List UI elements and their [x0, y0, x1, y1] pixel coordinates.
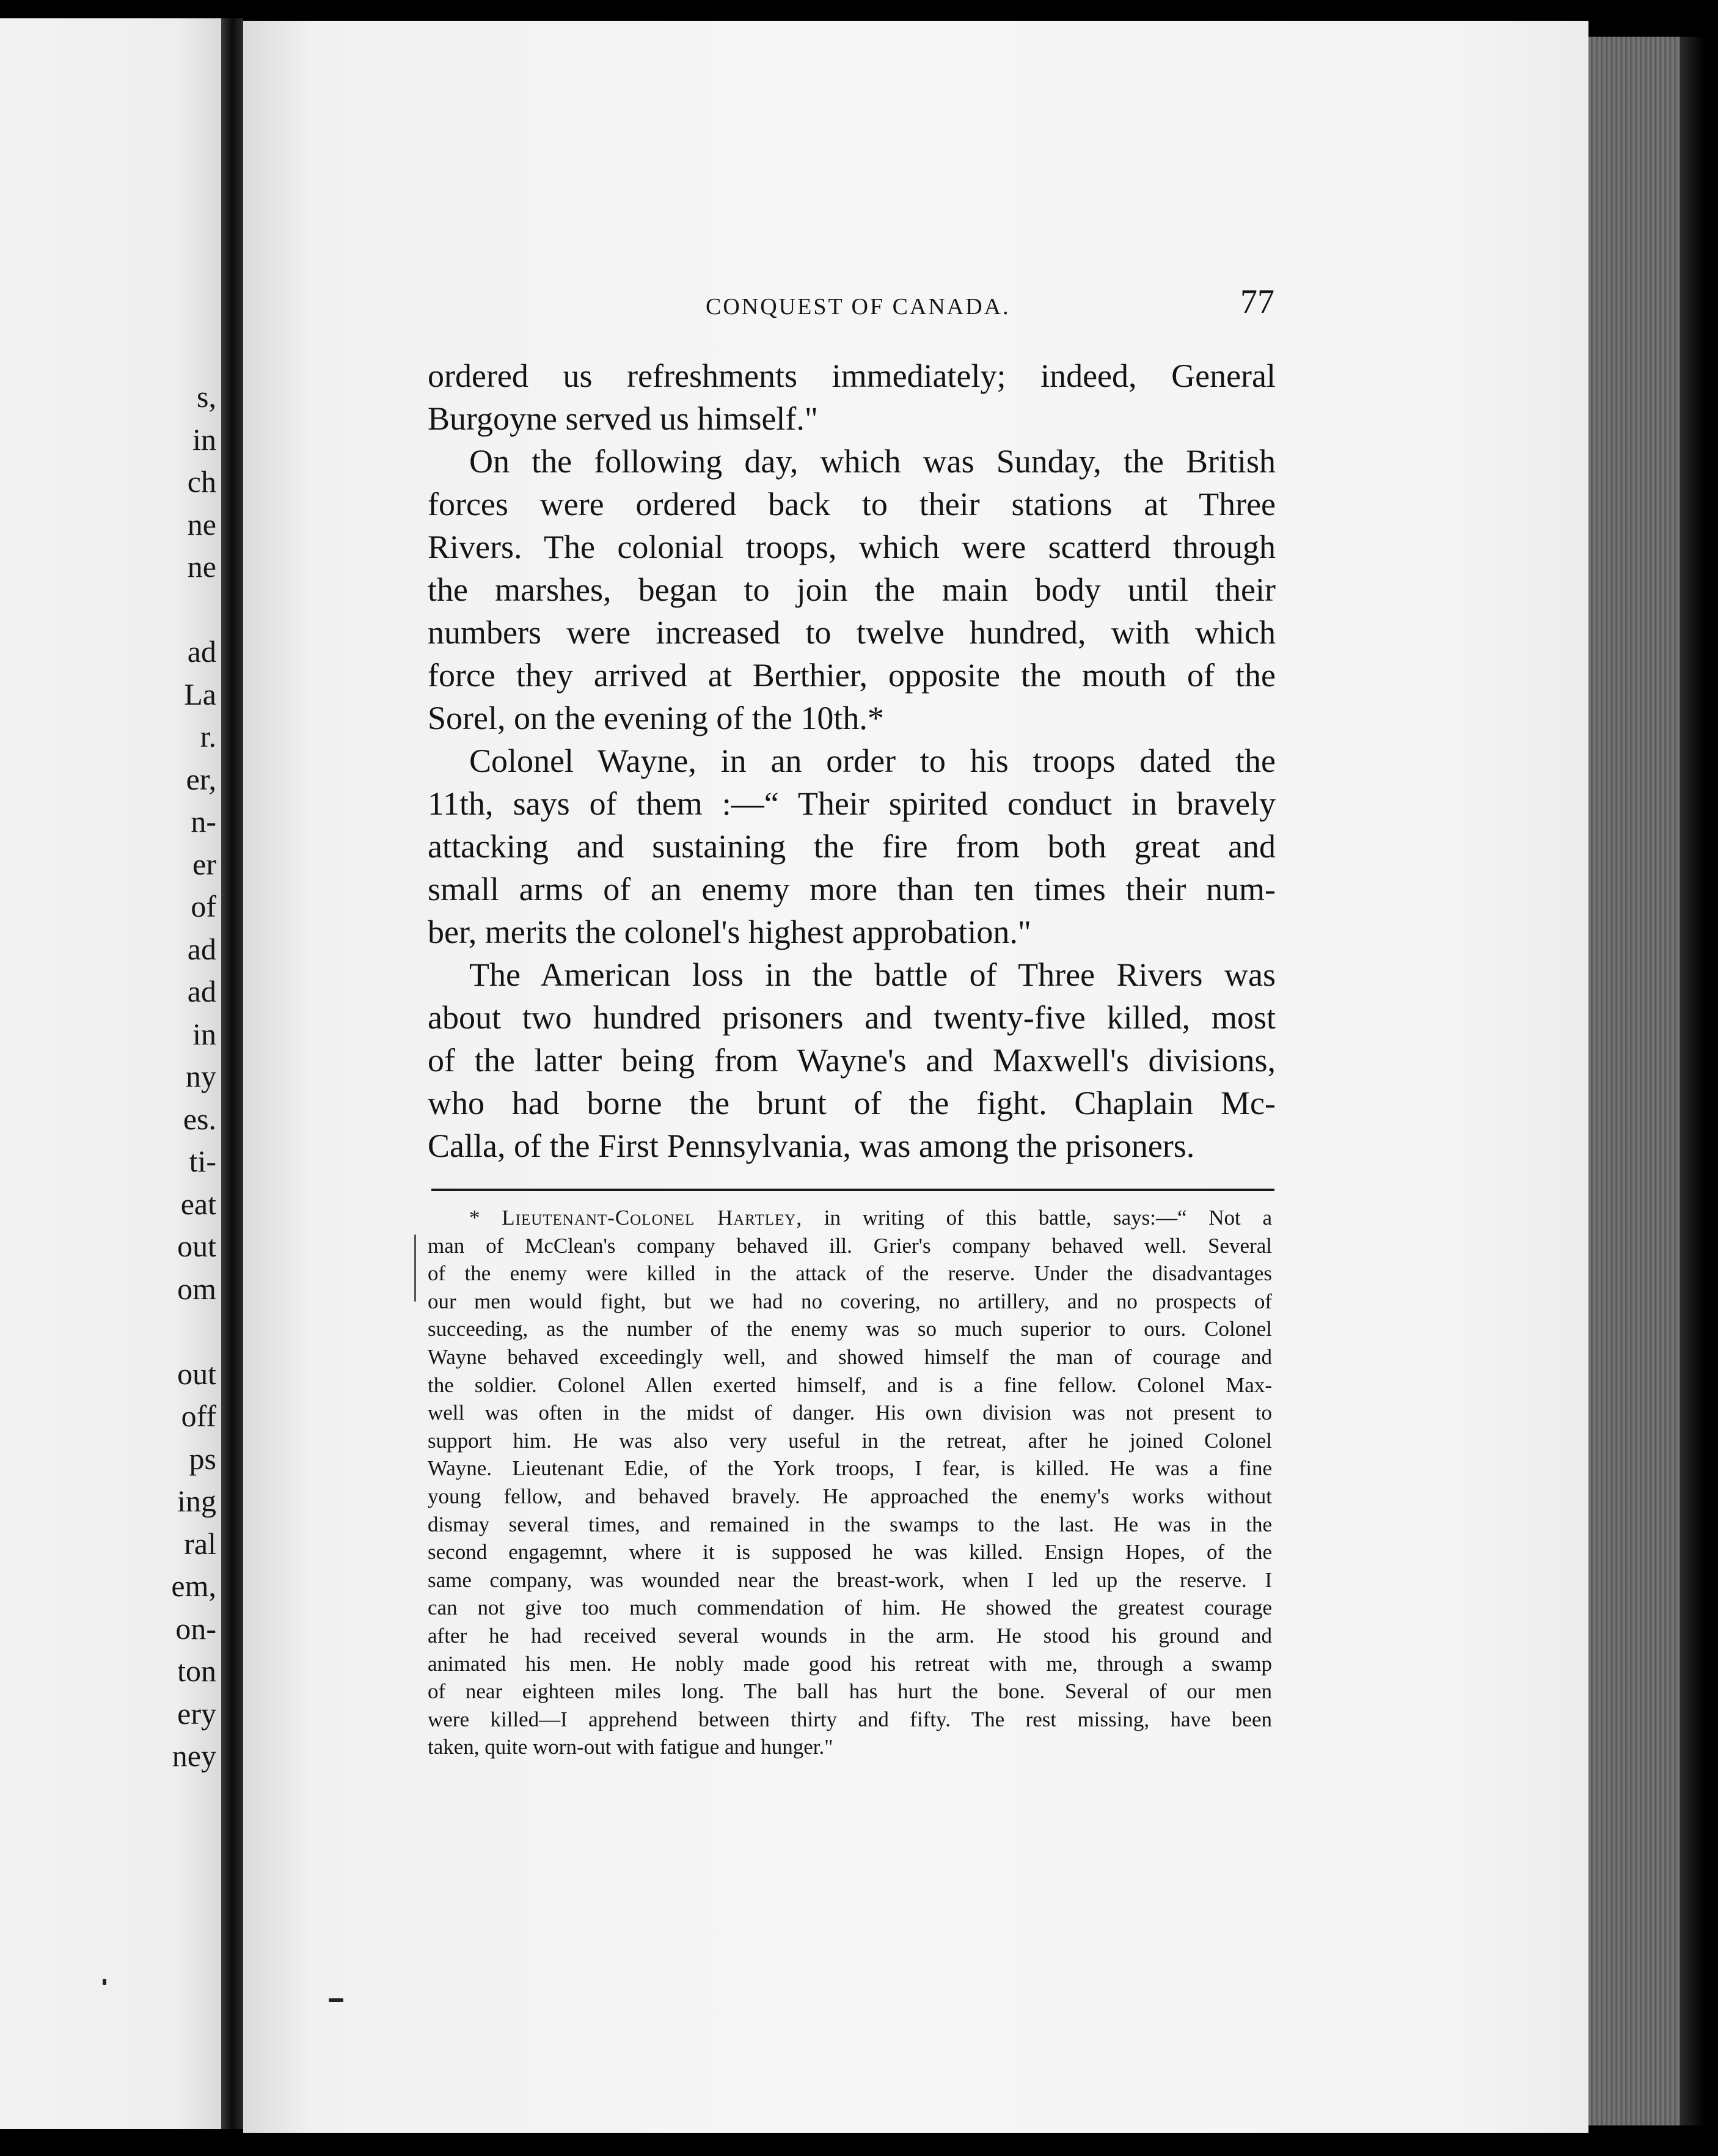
facing-page-line-fragment: out	[177, 1229, 216, 1263]
facing-page-line-fragment: ch	[187, 464, 216, 499]
facing-page-line-fragment: ery	[177, 1696, 216, 1731]
text-line: The American loss in the battle of Three Rivers was	[469, 956, 1276, 993]
facing-page-line-fragment: ney	[172, 1739, 216, 1773]
facing-page-line-fragment: off	[181, 1399, 216, 1433]
footnote-line: can not give too much commendation of him. He showed the greatest courage	[428, 1596, 1272, 1620]
facing-page-line-fragment: ral	[184, 1526, 216, 1561]
text-line: numbers were increased to twelve hundred, with which	[428, 614, 1276, 651]
footnote-line: succeeding, as the number of the enemy was so much superior to ours. Colonel	[428, 1317, 1272, 1341]
page-number: 77	[1240, 283, 1274, 321]
text-line: Rivers. The colonial troops, which were scatterd through	[428, 529, 1276, 565]
paragraph	[428, 953, 1276, 1167]
footnote-line: our men would fight, but we had no covering, no artillery, and no prospects of	[428, 1289, 1272, 1313]
text-line: Colonel Wayne, in an order to his troops dated the	[469, 743, 1276, 779]
facing-page-line-fragment: ny	[186, 1059, 216, 1093]
footnote-line: young fellow, and behaved bravely. He approached the enemy's works without	[428, 1484, 1272, 1508]
footnote-line: support him. He was also very useful in the retreat, after he joined Colonel	[428, 1428, 1272, 1453]
facing-page-line-fragment: em,	[171, 1569, 216, 1603]
footnote-line: man of McClean's company behaved ill. Grier's company behaved well. Several	[428, 1233, 1272, 1258]
facing-page-line-fragment: ad	[187, 931, 216, 966]
facing-page-line-fragment: on-	[175, 1611, 216, 1646]
text-line: forces were ordered back to their stations at Three	[428, 486, 1276, 522]
footnote-line: of near eighteen miles long. The ball has hurt the bone. Several of our men	[428, 1679, 1272, 1704]
facing-page-line-fragment: r.	[200, 719, 216, 754]
footnote-line: second engagemnt, where it is supposed he was killed. Ensign Hopes, of the	[428, 1540, 1272, 1564]
footnote-text: in writing of this battle, says:—“ Not a	[824, 1206, 1272, 1230]
text-line: Sorel, on the evening of the 10th.*	[428, 700, 884, 736]
facing-page-line-fragment: s,	[197, 380, 216, 414]
footnote-line: Wayne. Lieutenant Edie, of the York troops, I fear, is killed. He was a fine	[428, 1456, 1272, 1481]
footnote-line: were killed—I apprehend between thirty and fifty. The rest missing, have been	[428, 1707, 1272, 1731]
body-text	[428, 354, 1276, 1167]
footnote-line: after he had received several wounds in the arm. He stood his ground and	[428, 1623, 1272, 1648]
facing-page	[0, 18, 221, 2129]
text-line: ber, merits the colonel's highest approbation."	[428, 914, 1031, 950]
footnote-marker: *	[469, 1206, 480, 1230]
facing-page-line-fragment: ad	[187, 634, 216, 669]
text-line: force they arrived at Berthier, opposite the mouth of the	[428, 657, 1276, 694]
footnote-line: same company, was wounded near the breast-work, when I led up the reserve. I	[428, 1568, 1272, 1592]
text-line: Calla, of the First Pennsylvania, was among the prisoners.	[428, 1128, 1195, 1164]
text-line: small arms of an enemy more than ten times their num-	[428, 871, 1276, 908]
facing-page-line-fragment: La	[184, 676, 216, 711]
scan-mark	[414, 1234, 416, 1302]
text-line: of the latter being from Wayne's and Maxwell's divisions,	[428, 1042, 1276, 1079]
facing-page-line-fragment: om	[177, 1271, 216, 1306]
text-line: the marshes, began to join the main body until their	[428, 571, 1276, 608]
facing-page-line-fragment: ne	[187, 507, 216, 541]
facing-page-line-fragment: ton	[177, 1654, 216, 1688]
facing-page-line-fragment: n-	[191, 804, 216, 838]
footnote-line: dismay several times, and remained in the swamps to the last. He was in the	[428, 1512, 1272, 1536]
facing-page-line-fragment: ps	[189, 1441, 216, 1476]
book-gutter	[221, 18, 243, 2129]
facing-page-line-fragment: eat	[180, 1186, 216, 1221]
text-line: On the following day, which was Sunday, the British	[469, 443, 1276, 480]
scan-speck	[329, 1998, 343, 2002]
footnote-line: the soldier. Colonel Allen exerted himself, and is a fine fellow. Colonel Max-	[428, 1373, 1272, 1397]
facing-page-line-fragment: ad	[187, 974, 216, 1008]
footnote	[428, 1204, 1272, 1761]
facing-page-line-fragment: es.	[183, 1101, 216, 1136]
facing-page-line-fragment: er,	[186, 761, 216, 796]
paragraph	[428, 440, 1276, 739]
facing-page-line-fragment: out	[177, 1356, 216, 1391]
footnote-rule	[431, 1189, 1274, 1191]
footnote-line: of the enemy were killed in the attack of the reserve. Under the disadvantages	[428, 1261, 1272, 1286]
paragraph	[428, 354, 1276, 440]
footnote-line: animated his men. He nobly made good his retreat with me, through a swamp	[428, 1651, 1272, 1676]
text-line: attacking and sustaining the fire from both great and	[428, 828, 1276, 865]
footnote-first-line	[428, 1204, 1272, 1232]
scan-speck	[103, 1979, 106, 1985]
footnote-line: Wayne behaved exceedingly well, and showed himself the man of courage and	[428, 1344, 1272, 1369]
footnote-line: taken, quite worn-out with fatigue and hunger."	[428, 1735, 833, 1759]
text-line: 11th, says of them :—“ Their spirited conduct in bravely	[428, 785, 1276, 822]
facing-page-line-fragment: in	[192, 422, 216, 457]
text-line: about two hundred prisoners and twenty-five killed, most	[428, 999, 1276, 1036]
edge-shadow	[1680, 37, 1705, 2125]
facing-page-line-fragment: in	[192, 1016, 216, 1051]
facing-page-line-fragment: ing	[177, 1484, 216, 1518]
facing-page-line-fragment: ti-	[189, 1144, 216, 1178]
footnote-author: Lieutenant-Colonel Hartley,	[502, 1206, 803, 1230]
facing-page-line-fragment: ne	[187, 549, 216, 584]
paragraph	[428, 739, 1276, 953]
text-line: Burgoyne served us himself."	[428, 400, 818, 437]
running-title: CONQUEST OF CANADA.	[706, 294, 1011, 320]
text-line: ordered us refreshments immediately; indeed, General	[428, 358, 1276, 394]
page-edges	[1588, 37, 1680, 2125]
facing-page-line-fragment: of	[191, 889, 216, 923]
footnote-line: well was often in the midst of danger. His own division was not present to	[428, 1401, 1272, 1425]
facing-page-line-fragment: er	[192, 846, 216, 881]
text-line: who had borne the brunt of the fight. Chaplain Mc-	[428, 1085, 1276, 1121]
